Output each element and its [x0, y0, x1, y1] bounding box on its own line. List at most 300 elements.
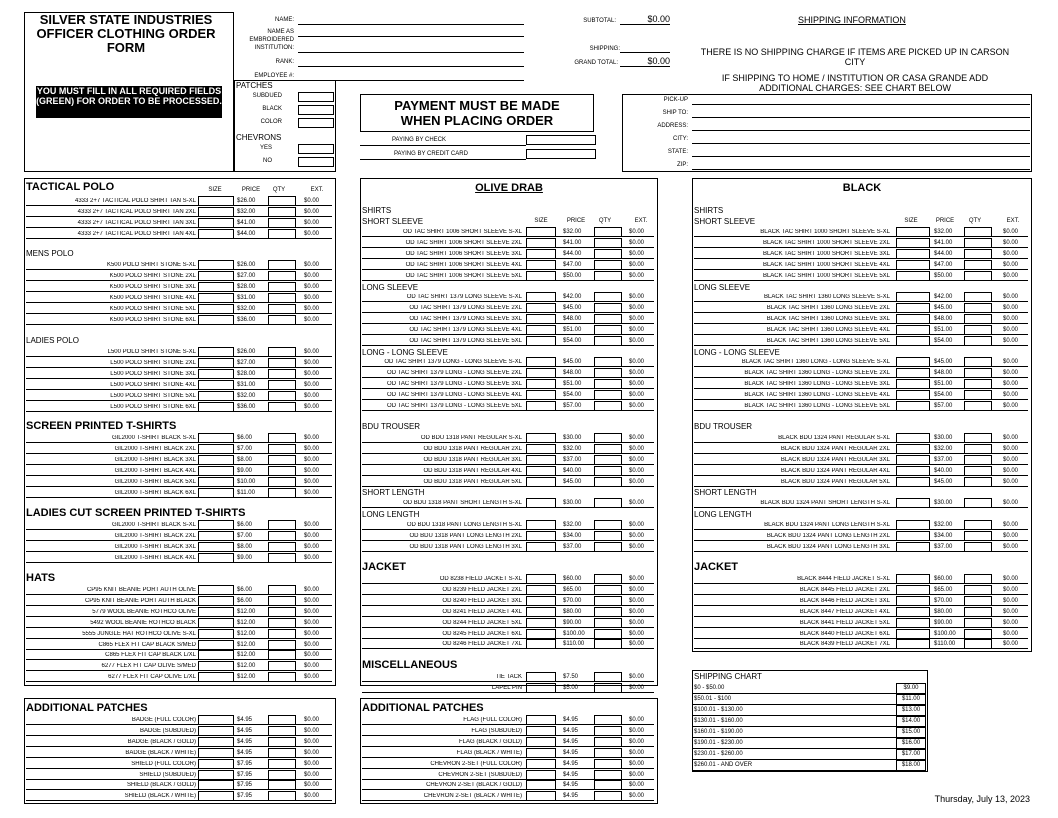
item-description: BADGE (BLACK / GOLD) [127, 738, 196, 745]
item-price: $7.00 [237, 445, 253, 452]
row-line [362, 779, 654, 780]
item-ext: $0.00 [1003, 576, 1019, 582]
item-ext: $0.00 [1003, 543, 1019, 550]
item-description: OD TAC SHIRT 1006 SHORT SLEEVE S-XL [402, 229, 522, 235]
item-ext: $0.00 [629, 435, 645, 441]
item-ext: $0.00 [304, 630, 320, 637]
row-line [362, 583, 654, 584]
black-long-long-title: LONG - LONG SLEEVE [694, 348, 780, 357]
row-line [26, 238, 332, 239]
chart-charge: $9.00 [903, 685, 919, 691]
subtotal-value: $0.00 [620, 14, 670, 25]
item-price: $27.00 [237, 359, 256, 366]
item-description: OD TAC SHIRT 1379 LONG SLEEVE S-XL [406, 294, 522, 300]
row-line [694, 507, 1028, 508]
item-price: $41.00 [563, 239, 582, 246]
item-description: BLACK TAC SHIRT 1360 LONG - LONG SLEEVE S-XL [741, 359, 890, 365]
row-line [26, 486, 332, 487]
item-description: 5779 WOOL BEANIE ROTHCO OLIVE [92, 608, 196, 615]
item-price: $4.95 [563, 738, 579, 745]
item-description: BLACK 8446 FIELD JACKET 3XL [799, 597, 890, 604]
field-label: NAME AS EMBROIDERED [249, 29, 294, 43]
item-description: OD TAC SHIRT 1379 LONG - LONG SLEEVE 3XL [387, 380, 522, 387]
black-shirts-title: SHIRTS [694, 206, 724, 215]
row-line [26, 681, 332, 682]
item-ext: $0.00 [1003, 619, 1019, 626]
patches-label: PATCHES [236, 81, 273, 90]
item-description: 5492 WOOL BEANIE ROTHCO BLACK [90, 619, 196, 626]
row-line [362, 312, 654, 313]
size-col-header: SIZE [534, 218, 548, 224]
chart-charge-cell [896, 705, 926, 716]
item-price: $12.00 [237, 630, 256, 637]
item-price: $42.00 [934, 294, 953, 300]
item-description: OD TAC SHIRT 1379 LONG - LONG SLEEVE S-XL [384, 359, 522, 365]
item-description: OD BDU 1318 PANT REGULAR 3XL [423, 456, 522, 463]
ship-field-label: ZIP: [676, 162, 688, 168]
row-line [26, 800, 332, 801]
chart-charge: $17.00 [901, 751, 921, 757]
item-price: $54.00 [934, 391, 953, 398]
item-ext: $0.00 [304, 456, 320, 463]
item-description: BADGE (FULL COLOR) [131, 717, 196, 723]
item-price: $6.00 [237, 587, 253, 593]
item-price: $57.00 [563, 402, 582, 409]
item-ext: $0.00 [629, 641, 645, 648]
olive-patches-title: ADDITIONAL PATCHES [362, 702, 484, 714]
item-price: $4.95 [563, 727, 579, 734]
item-ext: $0.00 [1003, 445, 1019, 452]
item-description: K500 POLO SHIRT STONE S-XL [106, 262, 196, 268]
chart-range: $190.01 - $230.00 [694, 740, 743, 746]
row-line [26, 227, 332, 228]
chart-row-line [692, 770, 896, 771]
item-description: SHIELD (BLACK / GOLD) [126, 782, 196, 789]
item-ext: $0.00 [304, 532, 320, 539]
item-price: $7.00 [237, 532, 253, 539]
item-description: BLACK 8441 FIELD JACKET 5XL [799, 619, 890, 626]
row-line [362, 280, 654, 281]
item-ext: $0.00 [1003, 250, 1019, 257]
field-label: NAME: [274, 17, 294, 23]
item-description: OD TAC SHIRT 1379 LONG - LONG SLEEVE 5XL [387, 402, 522, 409]
item-ext: $0.00 [304, 597, 320, 604]
row-line [694, 442, 1028, 443]
item-price: $41.00 [934, 239, 953, 246]
item-price: $32.00 [237, 305, 256, 312]
item-description: OD BDU 1318 PANT LONG LENGTH 3XL [409, 543, 522, 550]
item-description: CHEVRON 2-SET (BLACK / WHITE) [423, 793, 522, 800]
item-description: OD BDU 1318 PANT REGULAR S-XL [420, 435, 522, 441]
item-price: $34.00 [934, 532, 953, 539]
item-price: $4.95 [237, 749, 253, 756]
item-description: BLACK TAC SHIRT 1360 LONG - LONG SLEEVE 3XL [744, 380, 890, 387]
item-description: OD BDU 1318 PANT LONG LENGTH 2XL [409, 532, 522, 539]
row-line [694, 605, 1028, 606]
item-price: $90.00 [563, 619, 582, 626]
row-line [26, 616, 332, 617]
ship-field-label: STATE: [667, 149, 688, 155]
item-description: BLACK BDU 1324 PANT LONG LENGTH 2XL [766, 532, 890, 539]
item-description: BLACK TAC SHIRT 1000 SHORT SLEEVE 2XL [762, 239, 890, 246]
item-description: L500 POLO SHIRT STONE 5XL [110, 392, 196, 399]
item-description: GIL2000 T-SHIRT BLACK 4XL [114, 467, 196, 474]
ext-col-header: EXT. [634, 218, 648, 224]
item-price: $40.00 [934, 467, 953, 474]
item-ext: $0.00 [1003, 359, 1019, 365]
item-ext: $0.00 [1003, 304, 1019, 311]
item-price: $41.00 [237, 219, 256, 226]
item-description: GIL2000 T-SHIRT BLACK 2XL [114, 445, 196, 452]
item-ext: $0.00 [629, 456, 645, 463]
row-line [362, 258, 654, 259]
row-line [362, 789, 654, 790]
item-description: GIL2000 T-SHIRT BLACK 4XL [114, 554, 196, 561]
item-price: $44.00 [563, 250, 582, 257]
item-description: OD TAC SHIRT 1006 SHORT SLEEVE 5XL [405, 272, 522, 279]
row-line [26, 789, 332, 790]
row-line [362, 442, 654, 443]
item-description: 6277 FLEX FIT CAP OLIVE L/XL [108, 674, 196, 681]
chart-row-line [692, 715, 896, 716]
item-ext: $0.00 [629, 315, 645, 322]
item-price: $32.00 [934, 522, 953, 528]
item-description: CHEVRON 2-SET (FULL COLOR) [430, 760, 522, 767]
item-price: $45.00 [563, 478, 582, 485]
row-line [694, 648, 1028, 649]
item-ext: $0.00 [304, 652, 320, 659]
row-line [26, 724, 332, 725]
row-line [26, 659, 332, 660]
item-ext: $0.00 [1003, 641, 1019, 648]
item-price: $51.00 [934, 380, 953, 387]
item-price: $7.50 [563, 674, 579, 680]
item-price: $42.00 [563, 294, 582, 300]
item-price: $27.00 [237, 272, 256, 279]
item-description: BLACK 8447 FIELD JACKET 4XL [799, 608, 890, 615]
item-price: $26.00 [237, 349, 256, 355]
shipping-chart-title: SHIPPING CHART [694, 672, 762, 681]
item-description: SHIELD (SUBDUED) [139, 771, 196, 778]
item-description: BLACK TAC SHIRT 1000 SHORT SLEEVE 4XL [762, 261, 890, 268]
olive-long-sleeve-title: LONG SLEEVE [362, 283, 419, 292]
item-ext: $0.00 [629, 608, 645, 615]
row-line [362, 301, 654, 302]
chart-range: $160.01 - $190.00 [694, 729, 743, 735]
row-line [362, 529, 654, 530]
chart-charge: $18.00 [901, 762, 921, 768]
item-ext: $0.00 [304, 793, 320, 800]
item-ext: $0.00 [304, 522, 320, 528]
item-ext: $0.00 [629, 500, 645, 506]
row-line [26, 746, 332, 747]
item-price: $11.00 [237, 489, 255, 496]
chart-charge-cell [896, 683, 926, 694]
chart-row-line [692, 748, 896, 749]
item-description: K500 POLO SHIRT STONE 2XL [109, 272, 196, 279]
item-ext: $0.00 [629, 326, 645, 333]
item-description: BLACK BDU 1324 PANT LONG LENGTH S-XL [764, 522, 890, 528]
chart-row-line [692, 693, 896, 694]
ext-col-header: EXT. [1006, 218, 1020, 224]
item-price: $9.00 [237, 467, 253, 474]
row-line [694, 616, 1028, 617]
ext-col-header: EXT. [310, 187, 324, 193]
item-price: $51.00 [934, 326, 953, 333]
ship-field-label: SHIP TO: [662, 110, 688, 116]
item-description: BLACK 8445 FIELD JACKET 2XL [799, 586, 890, 593]
grandtotal-value: $0.00 [620, 56, 670, 67]
item-description: SHIELD (FULL COLOR) [131, 760, 196, 767]
item-description: BLACK TAC SHIRT 1000 SHORT SLEEVE S-XL [760, 229, 890, 235]
item-description: OD TAC SHIRT 1379 LONG - LONG SLEEVE 4XL [387, 391, 522, 398]
item-ext: $0.00 [304, 230, 320, 237]
black-long-length-title: LONG LENGTH [694, 510, 752, 519]
item-ext: $0.00 [629, 522, 645, 528]
pay-check-label: PAYING BY CHECK [392, 137, 447, 143]
item-ext: $0.00 [629, 543, 645, 550]
item-description: L500 POLO SHIRT STONE 3XL [110, 370, 196, 377]
screen-printed-title: SCREEN PRINTED T-SHIRTS [26, 420, 177, 432]
row-line [26, 280, 332, 281]
tactical-polo-title: TACTICAL POLO [26, 181, 115, 193]
item-description: BLACK 8439 FIELD JACKET 7XL [799, 641, 890, 648]
chart-range: $0 - $50.00 [694, 685, 725, 691]
item-price: $110.00 [934, 641, 956, 648]
item-description: BLACK TAC SHIRT 1360 LONG SLEEVE S-XL [764, 294, 890, 300]
row-line [362, 757, 654, 758]
row-line [26, 356, 332, 357]
olive-jacket-title: JACKET [362, 561, 407, 573]
item-price: $54.00 [563, 337, 582, 344]
item-description: BLACK BDU 1324 PANT REGULAR 4XL [780, 467, 890, 474]
item-price: $50.00 [563, 272, 582, 279]
row-line [694, 247, 1028, 248]
row-line [26, 400, 332, 401]
item-ext: $0.00 [304, 305, 320, 312]
item-price: $48.00 [563, 315, 582, 322]
item-description: CP95 KNIT BEANIE PORT AUTH OLIVE [86, 587, 196, 593]
item-ext: $0.00 [629, 478, 645, 485]
row-line [26, 562, 332, 563]
item-description: GIL2000 T-SHIRT BLACK 6XL [114, 489, 196, 496]
row-line [362, 410, 654, 411]
item-ext: $0.00 [629, 239, 645, 246]
item-description: CHEVRON 2-SET (BLACK / GOLD) [426, 782, 522, 789]
item-price: $28.00 [237, 283, 256, 290]
subtotal-label: SUBTOTAL: [583, 18, 616, 24]
item-description: OD BDU 1318 PANT REGULAR 2XL [423, 445, 522, 452]
item-ext: $0.00 [629, 391, 645, 398]
item-ext: $0.00 [629, 738, 645, 745]
item-description: OD TAC SHIRT 1379 LONG - LONG SLEEVE 2XL [387, 369, 522, 376]
row-line [694, 594, 1028, 595]
row-line [26, 302, 332, 303]
patch-option-label: BLACK [262, 106, 282, 112]
item-description: OD TAC SHIRT 1006 SHORT SLEEVE 3XL [405, 250, 522, 257]
qty-col-header: QTY [968, 218, 982, 224]
item-ext: $0.00 [304, 272, 320, 279]
row-line [694, 464, 1028, 465]
item-description: OD 8238 FIELD JACKET S-XL [439, 576, 522, 582]
item-description: GIL2000 T-SHIRT BLACK 2XL [114, 532, 196, 539]
item-price: $51.00 [563, 380, 582, 387]
chart-row-line [692, 704, 896, 705]
row-line [26, 464, 332, 465]
olive-drab-title: OLIVE DRAB [475, 182, 543, 194]
item-description: OD BDU 1318 PANT LONG LENGTH S-XL [406, 522, 522, 528]
item-description: K500 POLO SHIRT STONE 5XL [109, 305, 196, 312]
size-col-header: SIZE [904, 218, 918, 224]
item-price: $45.00 [934, 478, 953, 485]
item-price: $30.00 [934, 500, 953, 506]
row-line [26, 670, 332, 671]
row-line [694, 258, 1028, 259]
item-price: $54.00 [934, 337, 953, 344]
row-line [362, 627, 654, 628]
item-ext: $0.00 [304, 435, 320, 441]
item-price: $45.00 [934, 359, 953, 365]
row-line [362, 388, 654, 389]
item-description: GIL2000 T-SHIRT BLACK S-XL [111, 522, 196, 528]
item-description: 4333 2+7 TACTICAL POLO SHIRT TAN S-XL [75, 198, 196, 204]
ship-field-label: CITY: [672, 136, 688, 142]
item-description: OD TAC SHIRT 1379 LONG SLEEVE 3XL [409, 315, 522, 322]
row-line [362, 366, 654, 367]
qty-col-header: QTY [272, 187, 286, 193]
item-price: $32.00 [563, 445, 582, 452]
row-line [26, 367, 332, 368]
row-line [362, 486, 654, 487]
row-line [362, 475, 654, 476]
chevrons-label: CHEVRONS [236, 133, 282, 142]
item-price: $37.00 [934, 543, 953, 550]
item-ext: $0.00 [629, 532, 645, 539]
row-line [694, 529, 1028, 530]
item-price: $30.00 [563, 435, 582, 441]
row-line [26, 757, 332, 758]
item-description: K500 POLO SHIRT STONE 4XL [109, 294, 196, 301]
item-price: $36.00 [237, 403, 256, 410]
chart-charge-cell [896, 727, 926, 738]
row-line [362, 746, 654, 747]
item-ext: $0.00 [629, 586, 645, 593]
item-ext: $0.00 [629, 380, 645, 387]
item-description: OD 8244 FIELD JACKET 5XL [442, 619, 522, 626]
row-line [26, 529, 332, 530]
ship-field-label: PICK-UP [663, 97, 688, 103]
row-line [362, 638, 654, 639]
item-ext: $0.00 [629, 359, 645, 365]
item-ext: $0.00 [1003, 402, 1019, 409]
shipping-info-title: SHIPPING INFORMATION [798, 15, 906, 25]
row-line [362, 681, 654, 682]
row-line [362, 735, 654, 736]
row-line [26, 324, 332, 325]
row-line [362, 692, 654, 693]
item-description: BLACK TAC SHIRT 1360 LONG SLEEVE 2XL [766, 304, 890, 311]
chart-range: $260.01 - AND OVER [694, 762, 753, 768]
item-ext: $0.00 [629, 445, 645, 452]
item-price: $31.00 [237, 381, 256, 388]
item-price: $70.00 [934, 597, 953, 604]
item-price: $32.00 [563, 229, 582, 235]
item-ext: $0.00 [1003, 229, 1019, 235]
row-line [26, 216, 332, 217]
item-price: $100.00 [934, 630, 956, 637]
pay-card-label: PAYING BY CREDIT CARD [394, 151, 468, 157]
item-price: $40.00 [563, 467, 582, 474]
row-line [26, 735, 332, 736]
row-line [694, 345, 1028, 346]
item-description: 4333 2+7 TACTICAL POLO SHIRT TAN 3XL [77, 219, 196, 226]
item-price: $37.00 [934, 456, 953, 463]
item-description: L500 POLO SHIRT STONE 6XL [110, 403, 196, 410]
item-ext: $0.00 [1003, 294, 1019, 300]
item-description: FLAG (FULL COLOR) [463, 717, 522, 723]
black-jacket-title: JACKET [694, 561, 739, 573]
item-price: $70.00 [563, 597, 582, 604]
black-short-sleeve-title: SHORT SLEEVE [694, 217, 756, 226]
item-ext: $0.00 [629, 369, 645, 376]
shipping-note-2: IF SHIPPING TO HOME / INSTITUTION OR CASA GRANDE ADD ADDITIONAL CHARGES: SEE CHART BELOW [721, 73, 989, 93]
row-line [362, 616, 654, 617]
item-description: K500 POLO SHIRT STONE 3XL [109, 283, 196, 290]
item-price: $100.00 [563, 630, 585, 637]
olive-long-long-title: LONG - LONG SLEEVE [362, 348, 448, 357]
item-description: BLACK 8444 FIELD JACKET S-XL [797, 576, 890, 582]
item-ext: $0.00 [304, 294, 320, 301]
item-ext: $0.00 [629, 261, 645, 268]
chart-charge-cell [896, 749, 926, 760]
item-description: OD BDU 1318 PANT SHORT LENGTH S-XL [403, 500, 522, 506]
item-ext: $0.00 [629, 717, 645, 723]
chevron-option-label: NO [263, 158, 272, 164]
item-price: $47.00 [563, 261, 582, 268]
item-ext: $0.00 [304, 478, 320, 485]
item-ext: $0.00 [1003, 456, 1019, 463]
item-price: $12.00 [237, 663, 256, 670]
item-price: $54.00 [563, 391, 582, 398]
row-line [362, 334, 654, 335]
item-ext: $0.00 [1003, 630, 1019, 637]
row-line [26, 453, 332, 454]
item-price: $30.00 [934, 435, 953, 441]
item-ext: $0.00 [629, 684, 645, 691]
item-description: BADGE (BLACK / WHITE) [125, 749, 196, 756]
chevron-option-label: YES [259, 145, 272, 151]
item-description: BLACK TAC SHIRT 1360 LONG - LONG SLEEVE 2XL [744, 369, 890, 376]
item-ext: $0.00 [304, 619, 320, 626]
item-ext: $0.00 [629, 229, 645, 235]
item-price: $65.00 [563, 586, 582, 593]
row-line [362, 507, 654, 508]
item-description: K500 POLO SHIRT STONE 6XL [109, 316, 196, 323]
item-price: $9.00 [237, 554, 253, 561]
item-price: $110.00 [563, 641, 585, 648]
chart-range: $230.01 - $260.00 [694, 751, 743, 757]
chart-row-line [692, 759, 896, 760]
item-ext: $0.00 [304, 749, 320, 756]
row-line [26, 540, 332, 541]
item-description: BLACK TAC SHIRT 1360 LONG SLEEVE 5XL [766, 337, 890, 344]
item-ext: $0.00 [629, 402, 645, 409]
item-ext: $0.00 [1003, 478, 1019, 485]
item-ext: $0.00 [304, 760, 320, 767]
item-price: $10.00 [237, 478, 256, 485]
qty-col-header: QTY [598, 218, 612, 224]
item-description: BLACK TAC SHIRT 1000 SHORT SLEEVE 3XL [762, 250, 890, 257]
